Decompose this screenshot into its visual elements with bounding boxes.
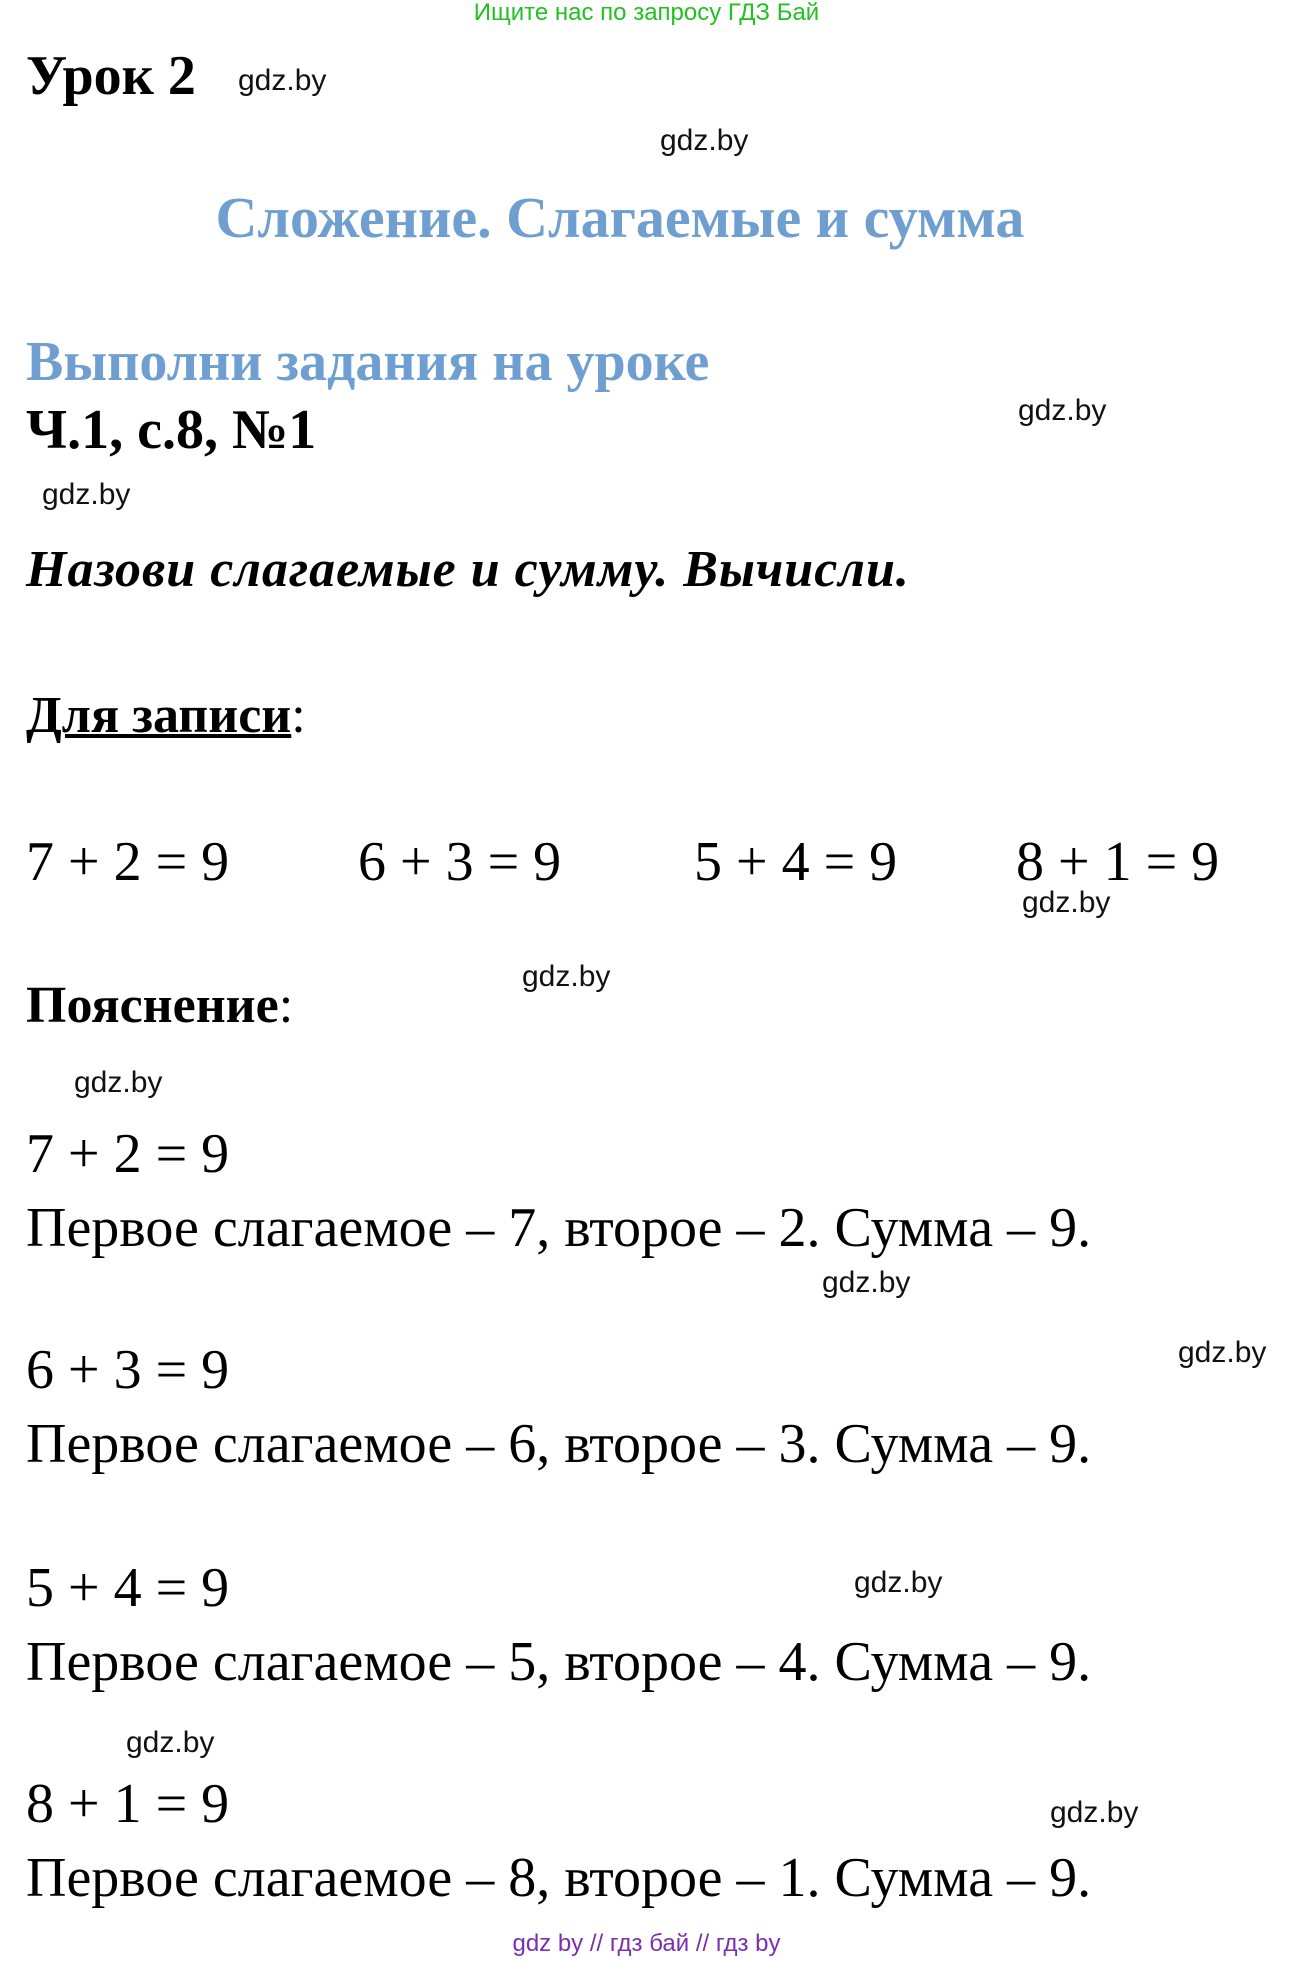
watermark: gdz.by — [42, 478, 131, 511]
watermark: gdz.by — [660, 124, 749, 157]
watermark: gdz.by — [1050, 1796, 1139, 1829]
record-label: Для записи: — [26, 687, 306, 744]
lesson-title: Урок 2 — [26, 45, 196, 107]
watermark: gdz.by — [74, 1066, 163, 1099]
explanation-label: Пояснение: — [26, 977, 294, 1034]
task-instruction: Назови слагаемые и сумму. Вычисли. — [26, 541, 910, 598]
explanation-text: Первое слагаемое – 5, второе – 4. Сумма – 9. — [26, 1631, 1092, 1693]
section-title: Выполни задания на уроке — [26, 331, 710, 393]
watermark: gdz.by — [126, 1726, 215, 1759]
explanation-equation: 8 + 1 = 9 — [26, 1773, 230, 1835]
explanation-equation: 5 + 4 = 9 — [26, 1557, 230, 1619]
exercise-reference: Ч.1, с.8, №1 — [26, 399, 317, 461]
watermark: gdz.by — [854, 1566, 943, 1599]
top-banner: Ищите нас по запросу ГДЗ Бай — [473, 0, 820, 26]
record-equation: 5 + 4 = 9 — [694, 831, 898, 893]
record-equation: 7 + 2 = 9 — [26, 831, 230, 893]
watermark: gdz.by — [1022, 886, 1111, 919]
watermark: gdz.by — [238, 64, 327, 97]
watermark: gdz.by — [1178, 1336, 1267, 1369]
explanation-equation: 7 + 2 = 9 — [26, 1123, 230, 1185]
explanation-equation: 6 + 3 = 9 — [26, 1339, 230, 1401]
explanation-text: Первое слагаемое – 6, второе – 3. Сумма – 9. — [26, 1413, 1092, 1475]
topic-title: Сложение. Слагаемые и сумма — [215, 185, 1025, 250]
explanation-text: Первое слагаемое – 8, второе – 1. Сумма – 9. — [26, 1847, 1092, 1909]
watermark: gdz.by — [822, 1266, 911, 1299]
record-equation: 6 + 3 = 9 — [358, 831, 562, 893]
watermark: gdz.by — [522, 960, 611, 993]
footer-links: gdz by // гдз бай // гдз by — [512, 1930, 781, 1957]
explanation-text: Первое слагаемое – 7, второе – 2. Сумма – 9. — [26, 1197, 1092, 1259]
watermark: gdz.by — [1018, 394, 1107, 427]
record-equation: 8 + 1 = 9 — [1016, 831, 1220, 893]
